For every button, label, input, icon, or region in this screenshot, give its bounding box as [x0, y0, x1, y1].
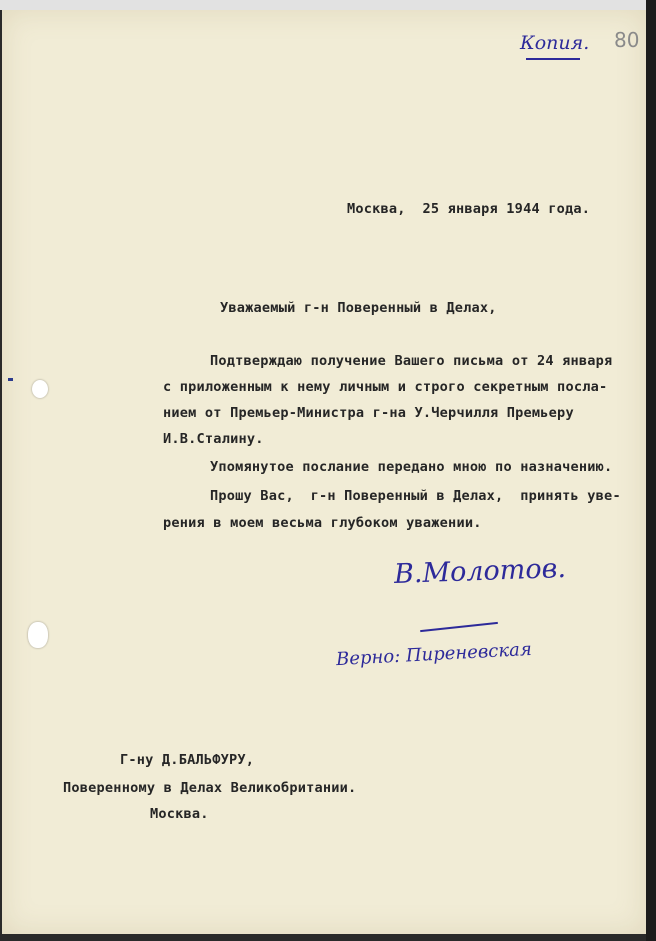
addressee-name: Г-ну Д.БАЛЬФУРУ,: [120, 752, 255, 768]
body-line: Упомянутое послание передано мною по назначению.: [210, 459, 613, 475]
copy-mark: Копия.: [520, 32, 590, 54]
signature: В.Молотов.: [393, 553, 567, 590]
punch-hole-top: [32, 380, 48, 398]
salutation: Уважаемый г-н Поверенный в Делах,: [220, 300, 497, 316]
body-line: Подтверждаю получение Вашего письма от 24 января: [210, 353, 613, 369]
scan-right-edge: [646, 0, 656, 941]
addressee-title: Поверенному в Делах Великобритании.: [63, 780, 357, 796]
body-line: нием от Премьер-Министра г-на У.Черчилля Премьеру: [163, 405, 574, 421]
place-date: Москва, 25 января 1944 года.: [347, 201, 591, 217]
body-line: с приложенным к нему личным и строго секретным посла-: [163, 379, 608, 395]
document-page: [2, 10, 646, 934]
scan-top-edge: [0, 0, 656, 10]
punch-hole-bottom: [28, 622, 48, 648]
body-line: Прошу Вас, г-н Поверенный в Делах, принять уве-: [210, 488, 621, 504]
sheet-number: 80: [614, 28, 640, 52]
body-line: рения в моем весьма глубоком уважении.: [163, 515, 482, 531]
certification-overline: [420, 622, 498, 632]
certification: Верно: Пиреневская: [335, 638, 533, 671]
body-line: И.В.Сталину.: [163, 431, 264, 447]
copy-mark-underline: [526, 58, 580, 60]
addressee-city: Москва.: [150, 806, 209, 822]
margin-mark: [8, 378, 13, 381]
